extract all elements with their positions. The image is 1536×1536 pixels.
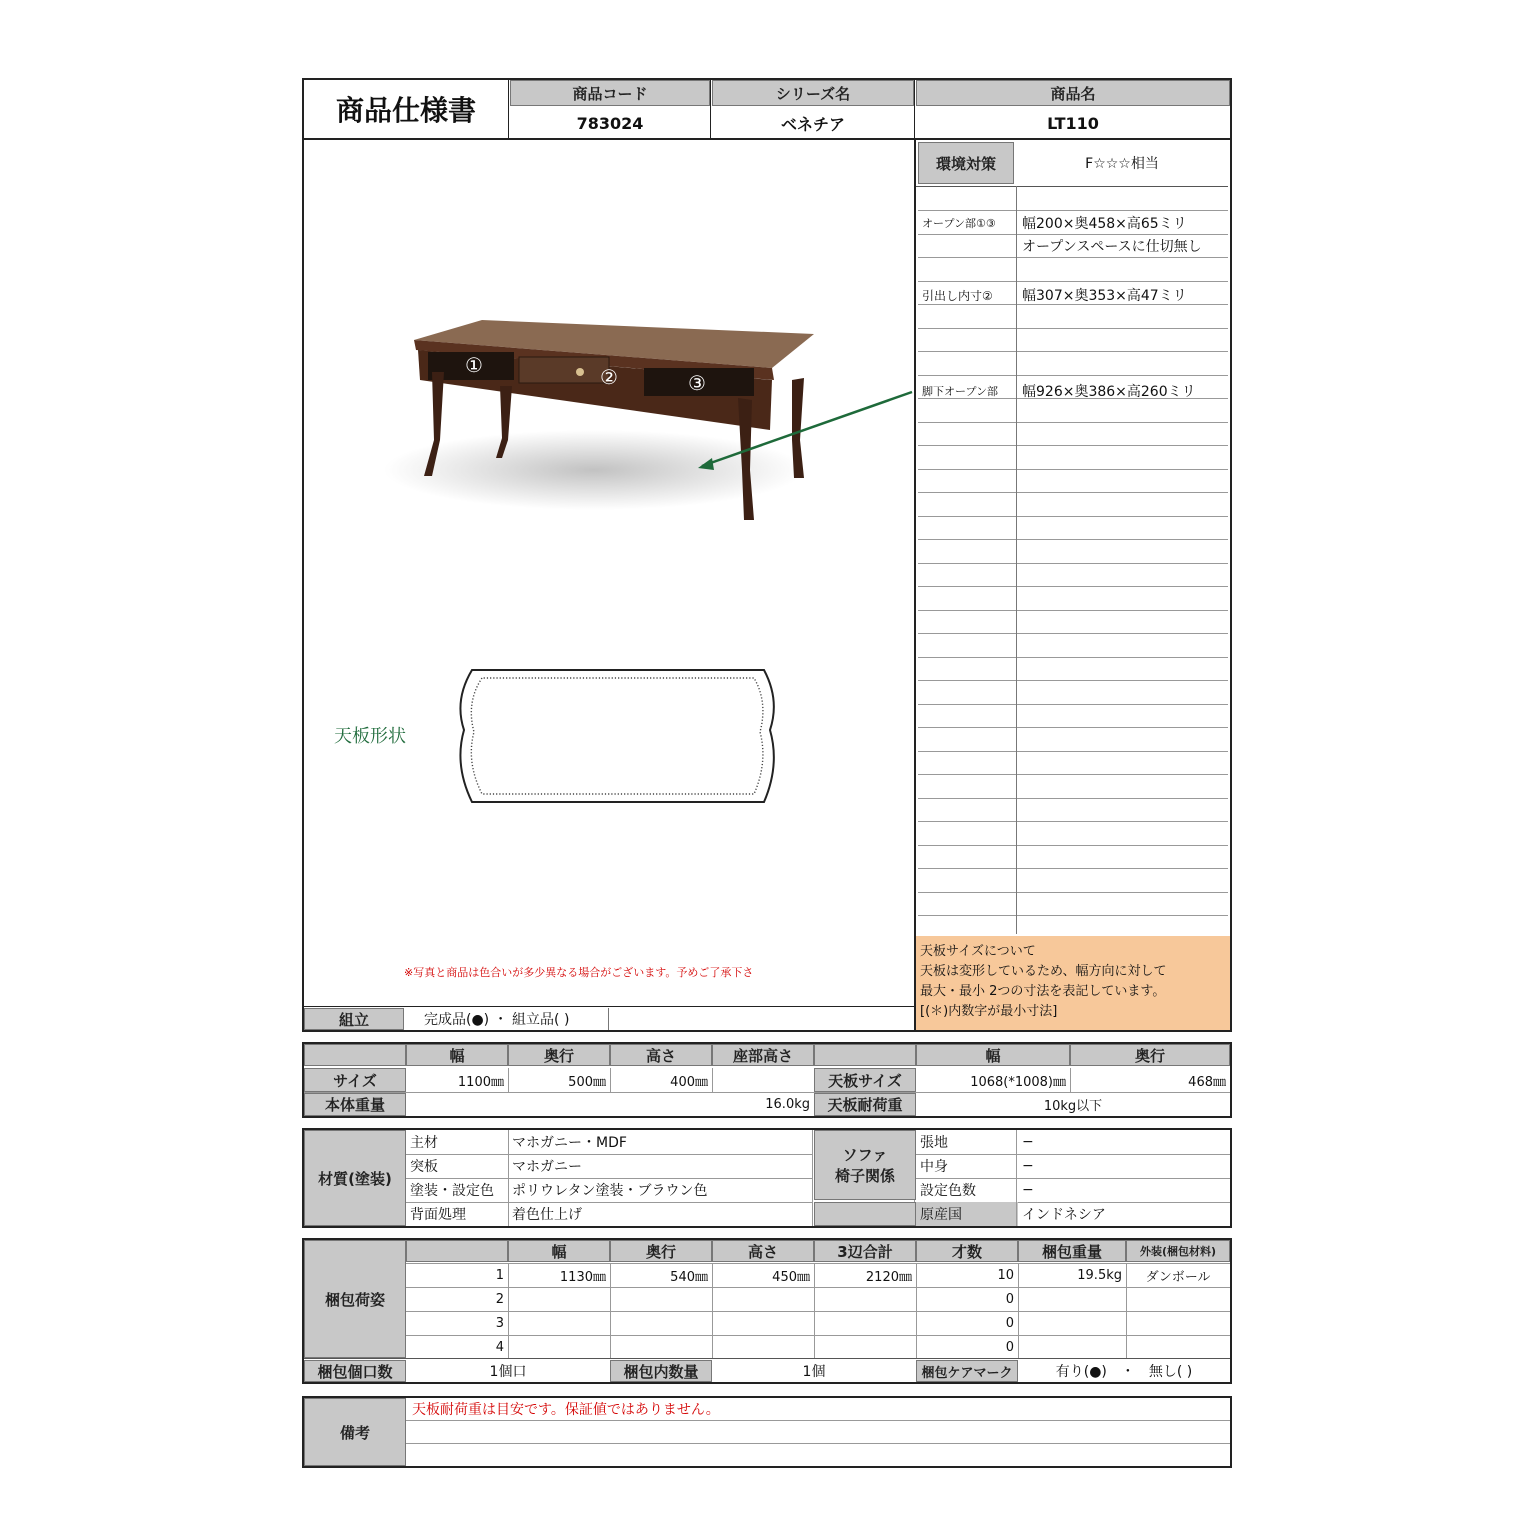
package-cell-sai: 0 xyxy=(1005,1339,1014,1355)
name-label: 商品名 xyxy=(916,80,1230,106)
size-seat-height xyxy=(712,1068,814,1092)
package-cell-h xyxy=(712,1335,814,1359)
side-grid-line xyxy=(918,351,1228,352)
package-corner xyxy=(406,1240,508,1262)
material-col-line xyxy=(812,1130,813,1226)
side-grid-line xyxy=(918,422,1228,423)
package-cell-weight: 19.5kg xyxy=(1077,1267,1122,1283)
package-cell-w xyxy=(508,1335,610,1359)
side-grid-line xyxy=(918,492,1228,493)
package-cell-no: 3 xyxy=(495,1315,504,1331)
side-grid-line xyxy=(918,821,1228,822)
side-grid-line xyxy=(918,469,1228,470)
package-cell-sum xyxy=(814,1311,916,1335)
package-row-line xyxy=(406,1335,1230,1336)
material-row-label: 塗装・設定色 xyxy=(410,1183,494,1199)
top-load-label: 天板耐荷重 xyxy=(814,1093,916,1116)
size-header: 奥行 xyxy=(508,1044,610,1066)
package-cell-weight xyxy=(1018,1311,1126,1335)
env-value: F☆☆☆相当 xyxy=(1085,156,1159,172)
name-value: LT110 xyxy=(1047,113,1099,133)
side-row-label: 引出し内寸② xyxy=(922,288,993,303)
package-cell-material xyxy=(1126,1287,1230,1311)
package-cell-sai: 0 xyxy=(1005,1291,1014,1307)
material-row-value: 着色仕上げ xyxy=(512,1207,582,1223)
sofa-row-value: − xyxy=(1022,1182,1034,1198)
side-grid-line xyxy=(918,257,1228,258)
size-depth: 500㎜ xyxy=(568,1074,606,1090)
size-header: 座部高さ xyxy=(712,1044,814,1066)
side-grid-line xyxy=(918,516,1228,517)
side-grid-line xyxy=(918,563,1228,564)
material-row-label: 突板 xyxy=(410,1159,438,1175)
sofa-label-line: ソファ xyxy=(842,1146,888,1164)
package-header: 梱包重量 xyxy=(1018,1240,1126,1262)
size-width: 1100㎜ xyxy=(457,1074,504,1090)
material-label: 材質(塗装) xyxy=(304,1130,406,1226)
top-size-label: 天板サイズ xyxy=(814,1068,916,1092)
sofa-row-label: 張地 xyxy=(920,1135,948,1151)
assembly-label: 組立 xyxy=(304,1008,404,1030)
qty-label: 梱包内数量 xyxy=(610,1360,712,1382)
weight-value: 16.0kg xyxy=(765,1097,810,1112)
remarks-label: 備考 xyxy=(304,1398,406,1466)
side-grid-line xyxy=(918,633,1228,634)
package-cell-no: 4 xyxy=(495,1339,504,1355)
package-header: 奥行 xyxy=(610,1240,712,1262)
label-2: ② xyxy=(600,365,618,389)
package-cell-w xyxy=(508,1311,610,1335)
side-grid-line xyxy=(918,798,1228,799)
side-grid-line xyxy=(918,210,1228,211)
package-col-line xyxy=(508,1263,509,1358)
material-row-value: マホガニー・MDF xyxy=(512,1135,627,1151)
top-header: 幅 xyxy=(916,1044,1070,1066)
doc-title: 商品仕様書 xyxy=(335,94,476,127)
side-grid-line xyxy=(918,915,1228,916)
side-grid-line xyxy=(918,868,1228,869)
package-col-line xyxy=(814,1263,815,1358)
sofa-empty xyxy=(814,1202,916,1226)
material-row-label: 背面処理 xyxy=(410,1207,466,1223)
side-grid-line xyxy=(918,610,1228,611)
package-cell-w xyxy=(508,1287,610,1311)
side-grid-line xyxy=(918,774,1228,775)
side-row-value: オープンスペースに仕切無し xyxy=(1022,239,1202,255)
package-cell-sum: 2120㎜ xyxy=(865,1269,912,1285)
package-cell-h xyxy=(712,1287,814,1311)
note-line: 天板は変形しているため、幅方向に対して xyxy=(920,964,1167,979)
package-header: 外装(梱包材料) xyxy=(1126,1240,1230,1262)
package-label: 梱包荷姿 xyxy=(304,1240,406,1358)
package-cell-material xyxy=(1126,1311,1230,1335)
package-cell-w: 1130㎜ xyxy=(559,1269,606,1285)
sofa-row-value: インドネシア xyxy=(1022,1207,1106,1223)
material-row-value: ポリウレタン塗装・ブラウン色 xyxy=(512,1183,708,1199)
remarks-text: 天板耐荷重は目安です。保証値ではありません。 xyxy=(412,1402,720,1418)
package-col-line xyxy=(610,1263,611,1358)
top-size-width: 1068(*1008)㎜ xyxy=(970,1074,1066,1090)
top-load-value: 10kg以下 xyxy=(1043,1099,1103,1114)
package-cell-weight xyxy=(1018,1287,1126,1311)
package-cell-sai: 10 xyxy=(997,1267,1014,1283)
package-cell-sum xyxy=(814,1335,916,1359)
size-label: サイズ xyxy=(304,1068,406,1092)
package-cell-d xyxy=(610,1287,712,1311)
side-grid-line xyxy=(918,727,1228,728)
sofa-row-label: 原産国 xyxy=(916,1202,1018,1226)
side-grid-line xyxy=(918,281,1228,282)
side-grid-line xyxy=(918,375,1228,376)
package-header: 幅 xyxy=(508,1240,610,1262)
package-header: 高さ xyxy=(712,1240,814,1262)
package-row-line xyxy=(406,1311,1230,1312)
code-value: 783024 xyxy=(576,113,644,133)
side-grid-line xyxy=(918,680,1228,681)
size-header: 幅 xyxy=(406,1044,508,1066)
material-row-label: 主材 xyxy=(410,1135,438,1151)
note-line: [(＊)内数字が最小寸法] xyxy=(920,1004,1058,1019)
material-row-value: マホガニー xyxy=(512,1159,582,1175)
sofa-row-label: 設定色数 xyxy=(920,1183,976,1199)
size-height: 400㎜ xyxy=(670,1074,708,1090)
top-header: 奥行 xyxy=(1070,1044,1230,1066)
product-photo xyxy=(304,140,914,1006)
side-grid-line xyxy=(918,892,1228,893)
sofa-label xyxy=(814,1130,916,1200)
sofa-row-value: − xyxy=(1022,1158,1034,1174)
package-cell-sai: 0 xyxy=(1005,1315,1014,1331)
side-grid-line xyxy=(918,586,1228,587)
assembly-value: 完成品(●) ・ 組立品( ) xyxy=(424,1012,570,1028)
size-corner xyxy=(304,1044,406,1066)
package-header: 3辺合計 xyxy=(814,1240,916,1262)
side-row-value: 幅200×奥458×高65ミリ xyxy=(1022,216,1187,232)
code-label: 商品コード xyxy=(510,80,710,106)
side-grid-line xyxy=(918,328,1228,329)
sofa-row-value: − xyxy=(1022,1134,1034,1150)
side-row-value: 幅926×奥386×高260ミリ xyxy=(1022,384,1196,400)
series-label: シリーズ名 xyxy=(712,80,914,106)
package-cell-h: 450㎜ xyxy=(772,1269,810,1285)
side-row-label: オープン部①③ xyxy=(922,217,996,230)
package-header: 才数 xyxy=(916,1240,1018,1262)
note-line: 最大・最小 2つの寸法を表記しています。 xyxy=(920,984,1166,999)
side-grid-line xyxy=(918,445,1228,446)
top-shape-label: 天板形状 xyxy=(334,726,406,747)
package-row-line xyxy=(406,1263,1230,1264)
side-grid-line xyxy=(918,751,1228,752)
count-label: 梱包個口数 xyxy=(304,1360,406,1382)
package-col-line xyxy=(1018,1263,1019,1358)
photo-note: ※写真と商品は色合いが多少異なる場合がございます。予めご了承下さ xyxy=(404,966,754,979)
side-row-label: 脚下オープン部 xyxy=(922,385,999,398)
material-col-line xyxy=(508,1130,509,1226)
side-grid-line xyxy=(918,704,1228,705)
package-cell-weight xyxy=(1018,1335,1126,1359)
series-value: ベネチア xyxy=(780,114,845,134)
top-size-depth: 468㎜ xyxy=(1188,1074,1226,1090)
label-3: ③ xyxy=(688,371,706,395)
weight-label: 本体重量 xyxy=(304,1093,406,1116)
env-label: 環境対策 xyxy=(918,142,1014,184)
label-1: ① xyxy=(465,353,483,377)
size-header: 高さ xyxy=(610,1044,712,1066)
qty-value: 1個 xyxy=(802,1364,826,1380)
material-col-line xyxy=(1016,1130,1017,1226)
side-row-value: 幅307×奥353×高47ミリ xyxy=(1022,288,1187,304)
side-grid-line xyxy=(918,845,1228,846)
package-cell-material xyxy=(1126,1335,1230,1359)
package-col-line xyxy=(1126,1263,1127,1358)
top-size-note xyxy=(916,936,1230,1030)
package-col-line xyxy=(916,1263,917,1358)
top-corner xyxy=(814,1044,916,1066)
side-grid-line xyxy=(918,657,1228,658)
package-cell-d xyxy=(610,1311,712,1335)
package-cell-no: 2 xyxy=(495,1291,504,1307)
package-cell-h xyxy=(712,1311,814,1335)
count-value: 1個口 xyxy=(489,1364,527,1380)
package-cell-material: ダンボール xyxy=(1145,1269,1211,1285)
package-cell-no: 1 xyxy=(495,1267,504,1283)
package-cell-d xyxy=(610,1335,712,1359)
package-cell-sum xyxy=(814,1287,916,1311)
side-grid-line xyxy=(918,539,1228,540)
package-col-line xyxy=(712,1263,713,1358)
note-line: 天板サイズについて xyxy=(920,944,1036,959)
sofa-label-line: 椅子関係 xyxy=(834,1167,895,1185)
sofa-row-label: 中身 xyxy=(920,1159,948,1175)
care-label: 梱包ケアマーク xyxy=(916,1360,1018,1382)
care-value: 有り(●) ・ 無し( ) xyxy=(1055,1364,1193,1380)
package-cell-d: 540㎜ xyxy=(670,1269,708,1285)
package-row-line xyxy=(406,1287,1230,1288)
